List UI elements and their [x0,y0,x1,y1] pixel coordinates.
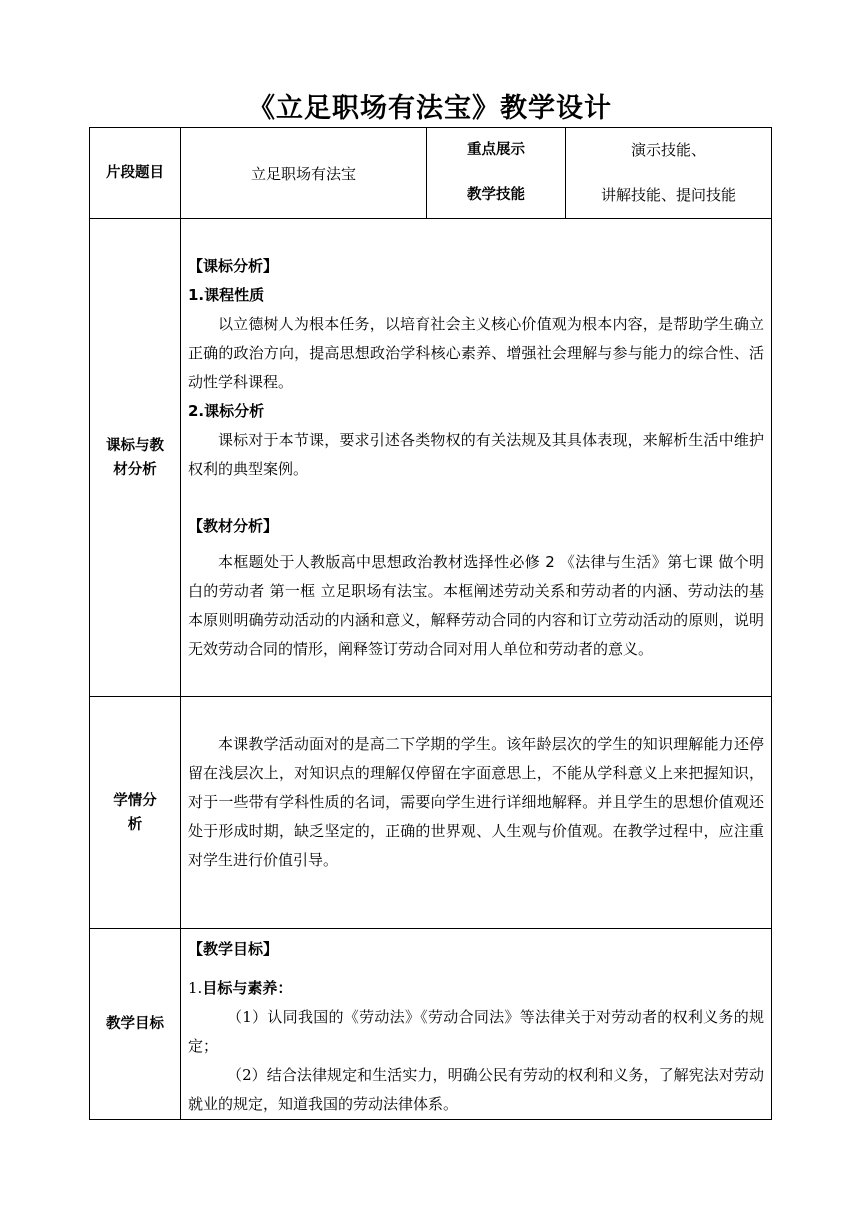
nature-text: 以立德树人为根本任务，以培育社会主义核心价值观为根本内容，是帮助学生确立正确的政治方向，提高思想政治学科核心素养、增强社会理解与参与能力的综合性、活动性学科课程。 [188,315,764,391]
skills-line1: 演示技能、 [630,141,706,159]
key-skill-label-line1: 重点展示 [467,142,525,158]
students-row [90,697,772,929]
lesson-design-table [89,127,772,1120]
goals-row [90,929,772,1120]
key-skill-label-line2: 教学技能 [467,187,525,203]
goals-label: 教学目标 [90,929,181,1120]
students-label-line2: 析 [127,816,143,833]
goals-heading: 【教学目标】 [188,940,279,958]
students-content [181,697,772,929]
analysis-heading: 2.课标分析 [188,402,265,420]
key-skill-label [427,128,566,219]
students-text: 本课教学活动面对的是高二下学期的学生。该年龄层次的学生的知识理解能力还停留在浅层次上，对知识点的理解仅停留在字面意思上，不能从学科意义上来把握知识，对于一些带有学科性质的名词，需要向学生进行详细地解释。并且学生的思想价值观还处于形成时期，缺乏坚定的，正确的世界观、人生观与价值观。在教学过程中，应注重对学生进行价值引导。 [188,735,764,869]
curriculum-row [90,219,772,697]
curriculum-content [181,219,772,697]
header-row [90,128,772,219]
goals-content [181,929,772,1120]
students-label [90,697,181,929]
analysis-text: 课标对于本节课，要求引述各类物权的有关法规及其具体表现，来解析生活中维护权利的典型案例。 [188,431,764,478]
goal-item-2: （2）结合法律规定和生活实力，明确公民有劳动的权利和义务，了解宪法对劳动就业的规定，知道我国的劳动法律体系。 [188,1066,764,1113]
curriculum-label [90,219,181,697]
goals-subheading-number: 1. [188,979,203,997]
skills-line2: 讲解技能、提问技能 [600,186,736,204]
page-title: 《立足职场有法宝》教学设计 [248,93,612,124]
students-label-line1: 学情分 [113,792,157,809]
topic-label: 片段题目 [90,128,181,219]
textbook-text: 本框题处于人教版高中思想政治教材选择性必修 2 《法律与生活》第七课 做个明白的劳动者 第一框 立足职场有法宝。本框阐述劳动关系和劳动者的内涵、劳动法的基本原则明确劳动活动的内涵和意义，解释劳动合同的内容和订立劳动活动的原则，说明无效劳动合同的情形，阐释签订劳动合同对用人单位和劳动者的意义。 [188,553,764,658]
goals-subheading [188,974,764,1003]
skills-value [566,128,772,219]
standard-heading: 【课标分析】 [188,257,279,275]
curriculum-label-line1: 课标与教 [106,437,164,454]
curriculum-label-line2: 材分析 [113,461,157,478]
goals-subheading-text: 目标与素养： [202,979,293,997]
textbook-heading: 【教材分析】 [188,517,279,535]
goal-item-1: （1）认同我国的《劳动法》《劳动合同法》等法律关于对劳动者的权利义务的规定； [188,1008,764,1055]
nature-heading: 1.课程性质 [188,286,265,304]
topic-value: 立足职场有法宝 [181,128,427,219]
